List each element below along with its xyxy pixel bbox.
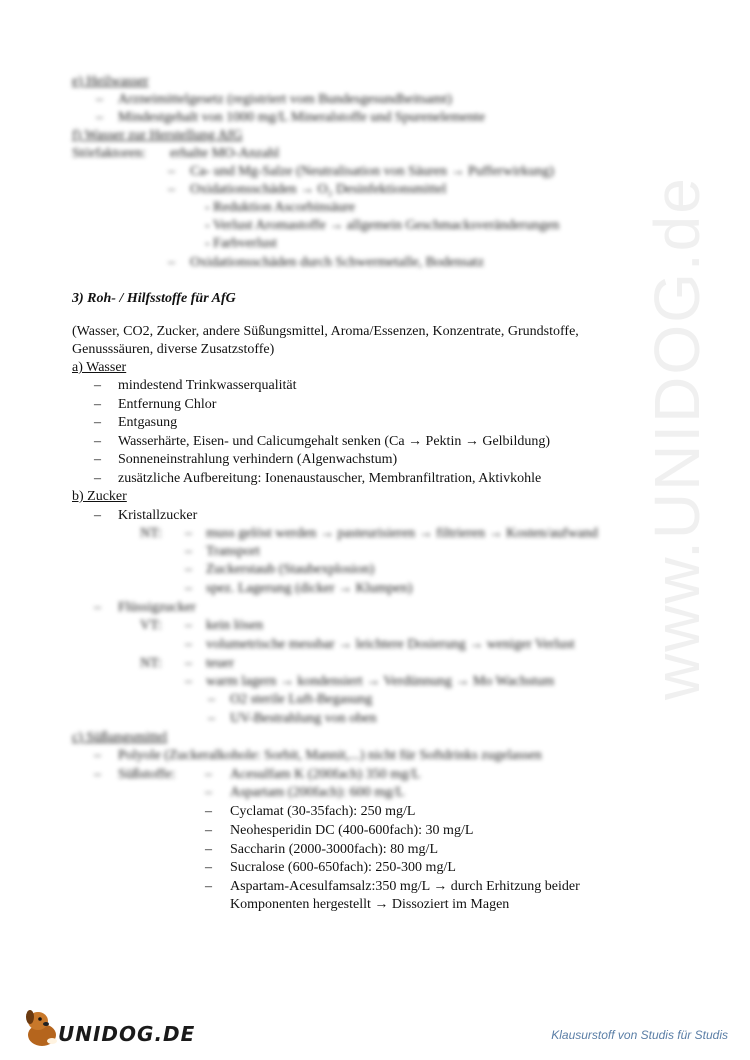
bullet-dash: – [96,110,103,125]
bullet-dash: – [205,767,212,782]
bullet-dash: – [94,748,101,763]
blurred-heading-suessungsmittel: c) Süßungsmittel [72,730,168,745]
subheading-zucker: b) Zucker [72,489,127,504]
bullet-dash: – [185,562,192,577]
section-heading: 3) Roh- / Hilfsstoffe für AfG [72,291,236,306]
blurred-text: Zuckerstaub (Staubexplosion) [206,562,375,577]
blurred-text: Aspartam (200fach): 600 mg/L [230,785,405,800]
bullet-dash: – [208,711,215,726]
intro-text: Genusssäuren, diverse Zusatzstoffe) [72,342,275,357]
blurred-text: Oxidationsschäden → O₂ Desinfektionsmittel [190,182,447,197]
blurred-text: Transport [206,544,260,559]
bullet-dash: – [185,674,192,689]
watermark-text: www.UNIDOG.de [641,176,713,700]
bullet-dash: – [94,415,101,430]
list-item: Wasserhärte, Eisen- und Calicumgehalt senken (Ca → Pektin → Gelbildung) [118,434,550,449]
list-item: zusätzliche Aufbereitung: Ionenaustauscher, Membranfiltration, Aktivkohle [118,471,542,486]
list-item: mindestend Trinkwasserqualität [118,378,297,393]
bullet-dash: – [94,600,101,615]
list-item: Saccharin (2000-3000fach): 80 mg/L [230,842,438,857]
blurred-text: Ca- und Mg-Salze (Neutralisation von Säuren → Pufferwirkung) [190,164,555,179]
blurred-text: Oxidationsschäden durch Schwermetalle, Bodensatz [190,255,484,270]
bullet-dash: – [205,842,212,857]
blurred-heading-wasser-afg: f) Wasser zur Herstellung AfG [72,128,243,143]
list-item: Entgasung [118,415,178,430]
list-item: Kristallzucker [118,508,198,523]
bullet-dash: – [205,804,212,819]
blurred-text: muss gelöst werden → pasteurisieren → filtrieren → Kosten/aufwand [206,526,598,541]
bullet-dash: – [185,581,192,596]
blurred-label: NT: [140,656,162,671]
blurred-text: - Reduktion Ascorbinsäure [205,200,356,215]
bullet-dash: – [185,526,192,541]
bullet-dash: – [96,92,103,107]
subheading-wasser: a) Wasser [72,360,127,375]
list-item: Sucralose (600-650fach): 250-300 mg/L [230,860,456,875]
blurred-text: Arzneimittelgesetz (registriert vom Bundesgesundheitsamt) [118,92,452,107]
blurred-text: spez. Lagerung (dicker → Klumpen) [206,581,413,596]
bullet-dash: – [185,544,192,559]
bullet-dash: – [94,378,101,393]
blurred-text: Flüssigzucker [118,600,196,615]
blurred-text: Mindestgehalt von 1000 mg/L Mineralstoffe und Spurenelemente [118,110,486,125]
bullet-dash: – [185,656,192,671]
bullet-dash: – [168,164,175,179]
list-item: Sonneneinstrahlung verhindern (Algenwachstum) [118,452,398,467]
bullet-dash: – [205,879,212,894]
bullet-dash: – [185,637,192,652]
blurred-label: Süßstoffe: [118,767,176,782]
list-item-continuation: Komponenten hergestellt → Dissoziert im Magen [230,897,510,912]
blurred-text: kein lösen [206,618,264,633]
blurred-text: - Verlust Aromastoffe → allgemein Geschmacksveränderungen [205,218,560,233]
bullet-dash: – [168,255,175,270]
blurred-text: Acesulfam K (200fach) 350 mg/L [230,767,421,782]
logo-text[interactable]: UNIDOG.DE [58,1022,196,1046]
bullet-dash: – [94,452,101,467]
blurred-text: teuer [206,656,234,671]
blurred-label: VT: [140,618,162,633]
blurred-label: NT: [140,526,162,541]
blurred-text: O2 sterile Luft-Begasung [230,692,373,707]
list-item: Cyclamat (30-35fach): 250 mg/L [230,804,416,819]
bullet-dash: – [168,182,175,197]
bullet-dash: – [94,397,101,412]
blurred-text: - Farbverlust [205,236,277,251]
bullet-dash: – [205,785,212,800]
bullet-dash: – [208,692,215,707]
blurred-text: Polyole (Zuckeralkohole: Sorbit, Mannit,...) nicht für Softdrinks zugelassen [118,748,542,763]
blurred-text: volumetrische messbar → leichtere Dosierung → weniger Verlust [206,637,575,652]
blurred-heading-heilwasser: e) Heilwasser [72,74,149,89]
bullet-dash: – [94,434,101,449]
intro-text: (Wasser, CO2, Zucker, andere Süßungsmittel, Aroma/Essenzen, Konzentrate, Grundstoffe, [72,324,579,339]
footer-slogan: Klausurstoff von Studis für Studis [551,1028,728,1042]
bullet-dash: – [94,508,101,523]
bullet-dash: – [94,767,101,782]
blurred-text: UV-Bestrahlung von oben [230,711,377,726]
list-item: Neohesperidin DC (400-600fach): 30 mg/L [230,823,474,838]
list-item: Entfernung Chlor [118,397,217,412]
bullet-dash: – [205,823,212,838]
bullet-dash: – [94,471,101,486]
blurred-text: warm lagern → kondensiert → Verdünnung → Mo Wachstum [206,674,555,689]
blurred-text: erhalte MO-Anzahl [170,146,280,161]
blurred-label-stoerfaktoren: Störfaktoren: [72,146,146,161]
bullet-dash: – [185,618,192,633]
list-item: Aspartam-Acesulfamsalz:350 mg/L → durch Erhitzung beider [230,879,580,894]
bullet-dash: – [205,860,212,875]
